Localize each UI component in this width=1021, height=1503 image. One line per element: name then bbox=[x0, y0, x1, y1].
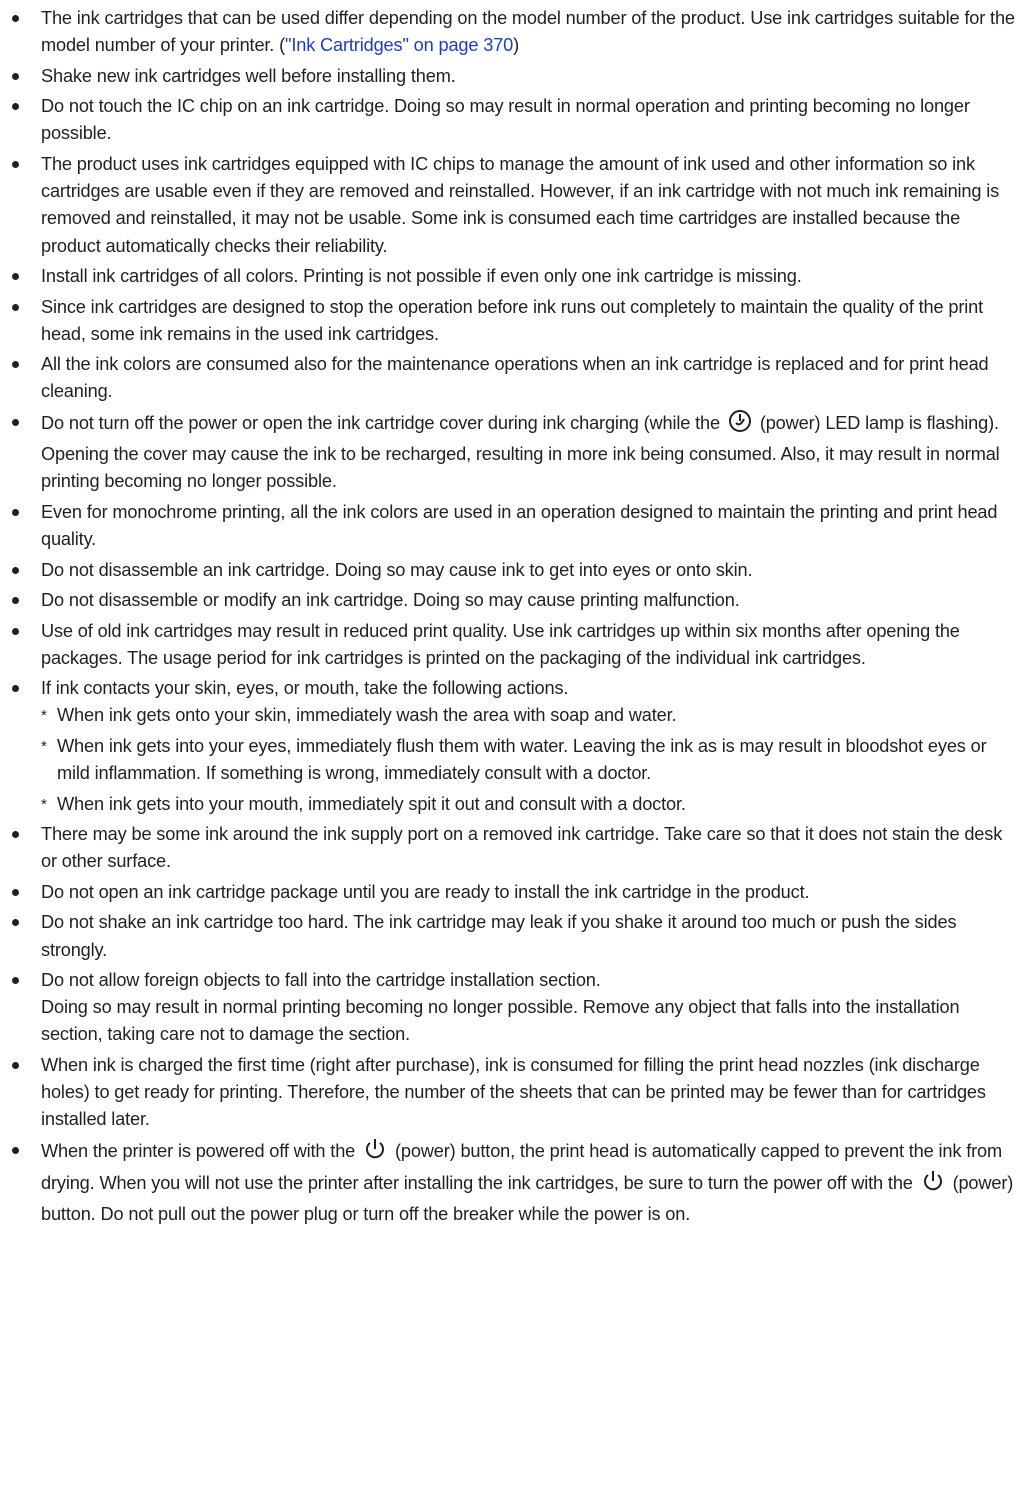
list-item bbox=[0, 5, 1021, 59]
sub-marker: * bbox=[41, 707, 47, 725]
power-button-icon bbox=[921, 1169, 945, 1201]
item-text: Install ink cartridges of all colors. Printing is not possible if even only one ink cartridge is missing. bbox=[41, 266, 802, 287]
item-text: Even for monochrome printing, all the ink colors are used in an operation designed to maintain the printing and print head quality. bbox=[41, 501, 998, 550]
power-button-icon bbox=[363, 1137, 387, 1169]
list-item bbox=[0, 821, 1021, 875]
sub-list-item bbox=[41, 702, 1021, 729]
list-item bbox=[0, 63, 1021, 90]
item-text: Do not turn off the power or open the ink cartridge cover during ink charging (while the bbox=[41, 412, 720, 433]
sub-marker: * bbox=[41, 795, 47, 813]
ink-contact-actions bbox=[41, 702, 1021, 817]
list-item bbox=[0, 1137, 1021, 1229]
item-text: Since ink cartridges are designed to stop the operation before ink runs out completely to maintain the quality of the print head, some ink remains in the used ink cartridges. bbox=[41, 296, 984, 344]
item-text: Do not touch the IC chip on an ink cartridge. Doing so may result in normal operation and printing becoming no longer possible. bbox=[41, 96, 970, 144]
list-item bbox=[0, 499, 1021, 553]
sub-list-item bbox=[41, 733, 1021, 787]
list-item bbox=[0, 93, 1021, 147]
item-text: The product uses ink cartridges equipped with IC chips to manage the amount of ink used and other information so ink cartridges are usable even if they are removed and reinstalled. However, if an ink cartridge with not much ink remaining is removed and reinstalled, it may not be usable. Some ink is consumed each time cartridges are installed because the product automatically checks their reliability. bbox=[41, 153, 1000, 256]
item-text: Shake new ink cartridges well before installing them. bbox=[41, 65, 456, 86]
precautions-list bbox=[0, 5, 1021, 1228]
list-item bbox=[0, 587, 1021, 614]
list-item bbox=[0, 557, 1021, 584]
ink-cartridges-page-link[interactable]: "Ink Cartridges" on page 370 bbox=[285, 35, 514, 56]
item-text: (power) button, the print head is automatically capped to prevent the ink from drying. When you will not use the printer after installing the ink cartridges, be sure to turn the power off with the bbox=[41, 1140, 1002, 1194]
list-item bbox=[0, 409, 1021, 496]
item-text: (power) button. Do not pull out the power plug or turn off the breaker while the power is on. bbox=[41, 1173, 1014, 1225]
sub-marker: * bbox=[41, 737, 47, 755]
item-text: Do not allow foreign objects to fall into the cartridge installation section. bbox=[41, 970, 601, 991]
item-text: Do not open an ink cartridge package until you are ready to install the ink cartridge in the product. bbox=[41, 881, 810, 902]
list-item bbox=[0, 263, 1021, 290]
list-item bbox=[0, 1052, 1021, 1134]
item-text: ) bbox=[513, 35, 520, 56]
list-item bbox=[0, 294, 1021, 348]
sub-list-item bbox=[41, 791, 1021, 818]
sub-item-text: When ink gets onto your skin, immediately wash the area with soap and water. bbox=[57, 705, 677, 726]
list-item bbox=[0, 879, 1021, 906]
sub-item-text: When ink gets into your eyes, immediately flush them with water. Leaving the ink as is may result in bloodshot eyes or mild inflammation. If something is wrong, immediately consult with a doctor. bbox=[57, 735, 987, 784]
list-item bbox=[0, 151, 1021, 260]
list-item bbox=[0, 967, 1021, 1049]
item-text: Do not disassemble or modify an ink cartridge. Doing so may cause printing malfunction. bbox=[41, 590, 740, 611]
item-text: Doing so may result in normal printing becoming no longer possible. Remove any object that falls into the installation section, taking care not to damage the section. bbox=[41, 997, 960, 1045]
list-item bbox=[0, 675, 1021, 818]
item-text: All the ink colors are consumed also for the maintenance operations when an ink cartridge is replaced and for print head cleaning. bbox=[41, 354, 989, 402]
item-text: If ink contacts your skin, eyes, or mouth, take the following actions. bbox=[41, 678, 569, 699]
list-item bbox=[0, 351, 1021, 405]
item-text: Do not shake an ink cartridge too hard. The ink cartridge may leak if you shake it around too much or push the sides strongly. bbox=[41, 912, 957, 960]
item-text: The ink cartridges that can be used differ depending on the model number of the product. Use ink cartridges suitable for the model number of your printer. ( bbox=[41, 8, 1015, 56]
item-text: There may be some ink around the ink supply port on a removed ink cartridge. Take care so that it does not stain the desk or other surface. bbox=[41, 824, 1003, 872]
list-item bbox=[0, 618, 1021, 672]
list-item bbox=[0, 909, 1021, 963]
item-text: When ink is charged the first time (right after purchase), ink is consumed for filling the print head nozzles (ink discharge holes) to get ready for printing. Therefore, the number of the sheets that can be printed may be fewer than for cartridges installed later. bbox=[41, 1054, 986, 1130]
item-text: When the printer is powered off with the bbox=[41, 1140, 356, 1161]
item-text: Use of old ink cartridges may result in reduced print quality. Use ink cartridges up within six months after opening the packages. The usage period for ink cartridges is printed on the packaging of the individual ink cartridges. bbox=[41, 620, 960, 668]
sub-item-text: When ink gets into your mouth, immediately spit it out and consult with a doctor. bbox=[57, 793, 686, 814]
item-text: (power) LED lamp is flashing). Opening the cover may cause the ink to be recharged, resulting in more ink being consumed. Also, it may result in normal printing becoming no longer possible. bbox=[41, 412, 1000, 492]
power-led-icon bbox=[728, 409, 752, 441]
item-text: Do not disassemble an ink cartridge. Doing so may cause ink to get into eyes or onto skin. bbox=[41, 559, 753, 580]
